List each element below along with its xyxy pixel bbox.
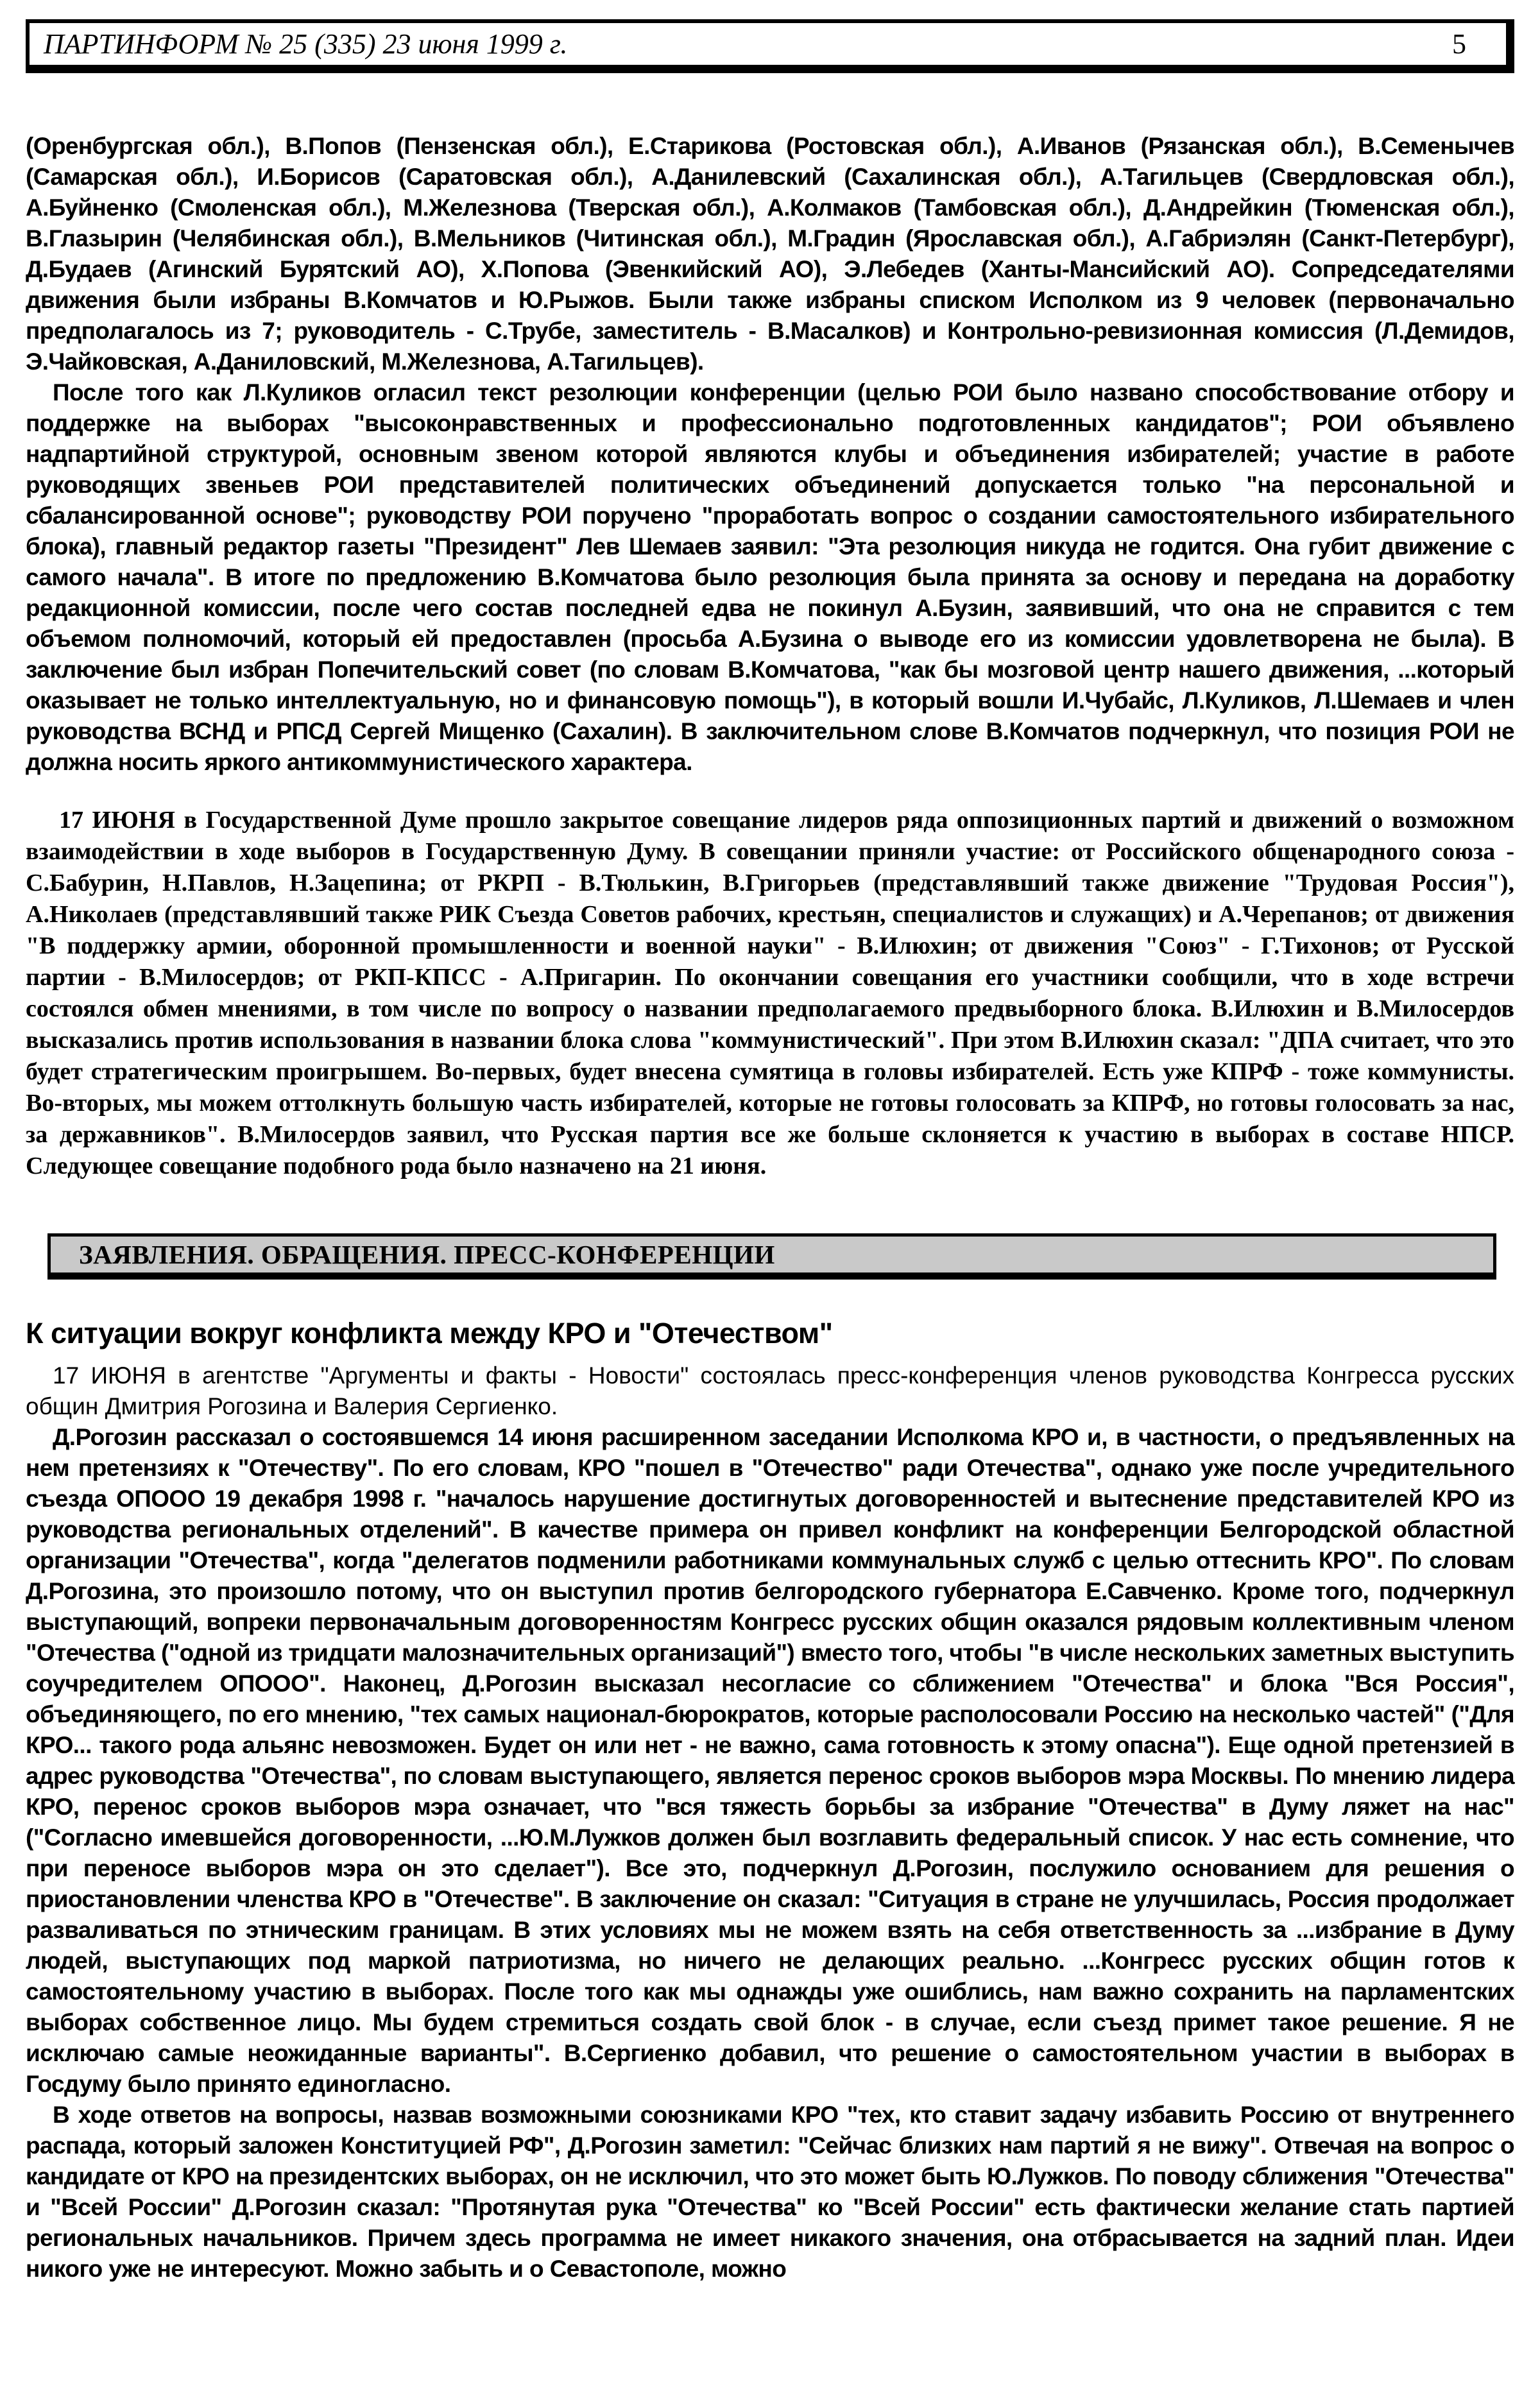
paragraph-roi-resolution: После того как Л.Куликов огласил текст резолюции конференции (целью РОИ было названо способствование отбору и поддержке на выборах "высоконравственных и профессионально подготовленных кандидатов"; РОИ объявлено надпартийной структурой, основным звеном которой являются клубы и объединения избирателей; участие в работе руководящих звеньев РОИ представителей политических объединений допускается только "на персональной и сбалансированной основе"; руководству РОИ поручено "проработать вопрос о создании самостоятельного избирательного блока), главный редактор газеты "Президент" Лев Шемаев заявил: "Эта резолюция никуда не годится. Она губит движение с самого начала". В итоге по предложению В.Комчатова было резолюция была принята за основу и передана на доработку редакционной комиссии, после чего состав последней едва не покинул А.Бузин, заявивший, что она не справится с тем объемом полномочий, который ей предоставлен (просьба А.Бузина о выводе его из комиссии удовлетворена не была). В заключение был избран Попечительский совет (по словам В.Комчатова, "как бы мозговой центр нашего движения, ...который оказывает не только интеллектуальную, но и финансовую помощь"), в который вошли И.Чубайс, Л.Куликов, Л.Шемаев и член руководства ВСНД и РПСД Сергей Мищенко (Сахалин). В заключительном слове В.Комчатов подчеркнул, что позиция РОИ не должна носить яркого антикоммунистического характера. [26,379,1514,775]
article-lead: 17 ИЮНЯ в агентстве "Аргументы и факты - Новости" состоялась пресс-конференция членов руководства Конгресса русских общин Дмитрия Рогозина и Валерия Сергиенко. [26,1362,1514,1419]
section-header-label: ЗАЯВЛЕНИЯ. ОБРАЩЕНИЯ. ПРЕСС-КОНФЕРЕНЦИИ [79,1240,775,1269]
article-title: К ситуации вокруг конфликта между КРО и "Отечеством" [26,1317,833,1350]
newsletter-title: ПАРТИНФОРМ № 25 (335) 23 июня 1999 г. [44,28,568,60]
masthead [26,19,1514,73]
section-header [47,1233,1496,1280]
paragraph-duma-meeting: 17 ИЮНЯ в Государственной Думе прошло закрытое совещание лидеров ряда оппозиционных партий и движений о возможном взаимодействии в ходе выборов в Государственную Думу. В совещании приняли участие: от Российского общенародного союза - С.Бабурин, Н.Павлов, Н.Зацепина; от РКРП - В.Тюлькин, В.Григорьев (представлявший также движение "Трудовая Россия"), А.Николаев (представлявший также РИК Съезда Советов рабочих, крестьян, специалистов и служащих) и А.Черепанов; от движения "В поддержку армии, оборонной промышленности и военной науки" - В.Илюхин; от движения "Союз" - Г.Тихонов; от Русской партии - В.Милосердов; от РКП-КПСС - А.Пригарин. По окончании совещания его участники сообщили, что в ходе встречи состоялся обмен мнениями, в том числе по вопросу о названии предполагаемого предвыборного блока. В.Илюхин и В.Милосердов высказались против использования в названии блока слова "коммунистический". При этом В.Илюхин сказал: "ДПА считает, что это будет стратегическим проигрышем. Во-первых, будет внесена сумятица в головы избирателей. Есть уже КПРФ - тоже коммунисты. Во-вторых, мы можем оттолкнуть большую часть избирателей, которые не готовы голосовать за КПРФ, но готовы голосовать за нас, за державников". В.Милосердов заявил, что Русская партия все же больше склоняется к участию в выборах в составе НПСР. Следующее совещание подобного рода было назначено на 21 июня. [26,807,1514,1179]
page-content [26,131,1514,2284]
paragraph-rogozin-statement: Д.Рогозин рассказал о состоявшемся 14 июня расширенном заседании Исполкома КРО и, в частности, о предъявленных на нем претензиях к "Отечеству". По его словам, КРО "пошел в "Отечество" ради Отечества", однако уже после учредительного съезда ОПООО 19 декабря 1998 г. "началось нарушение достигнутых договоренностей и вытеснение представителей КРО из руководства региональных отделений". В качестве примера он привел конфликт на конференции Белгородской областной организации "Отечества", когда "делегатов подменили работниками коммунальных служб с целью оттеснить КРО". По словам Д.Рогозина, это произошло потому, что он выступил против белгородского губернатора Е.Савченко. Кроме того, подчеркнул выступающий, вопреки первоначальным договоренностям Конгресс русских общин оказался рядовым коллективным членом "Отечества ("одной из тридцати малозначительных организаций") вместо того, чтобы "в числе нескольких заметных выступить соучредителем ОПООО". Наконец, Д.Рогозин высказал несогласие со сближением "Отечества" и блока "Вся Россия", объединяющего, по его мнению, "тех самых национал-бюрократов, которые располосовали Россию на несколько частей" ("Для КРО... такого рода альянс невозможен. Будет он или нет - не важно, сама готовность к этому опасна"). Еще одной претензией в адрес руководства "Отечества", по словам выступающего, является перенос сроков выборов мэра Москвы. По мнению лидера КРО, перенос сроков выборов мэра означает, что "вся тяжесть борьбы за избрание "Отечества" в Думу ляжет на нас" ("Согласно имевшейся договоренности, ...Ю.М.Лужков должен был возглавить федеральный список. У нас есть сомнение, что при переносе выборов мэра он это сделает"). Все это, подчеркнул Д.Рогозин, послужило основанием для решения о приостановлении членства КРО в "Отечестве". В заключение он сказал: "Ситуация в стране не улучшилась, Россия продолжает разваливаться по этническим границам. В этих условиях мы не можем взять на себя ответственность за ...избрание в Думу людей, выступающих под маркой патриотизма, но ничего не делающих реально. ...Конгресс русских общин готов к самостоятельному участию в выборах. После того как мы однажды уже ошиблись, нам важно сохранить на парламентских выборах собственное лицо. Мы будем стремиться создать свой блок - в случае, если съезд примет такое решение. Я не исключаю самые неожиданные варианты". В.Сергиенко добавил, что решение о самостоятельном участии в выборах в Госдуму было принято единогласно. [26,1424,1514,2097]
paragraph-regional-delegates: (Оренбургская обл.), В.Попов (Пензенская обл.), Е.Старикова (Ростовская обл.), А.Иванов (Рязанская обл.), В.Семенычев (Самарская обл.), И.Борисов (Саратовская обл.), А.Данилевский (Сахалинская обл.), А.Тагильцев (Свердловская обл.), А.Буйненко (Смоленская обл.), М.Железнова (Тверская обл.), А.Колмаков (Тамбовская обл.), Д.Андрейкин (Тюменская обл.), В.Глазырин (Челябинская обл.), В.Мельников (Читинская обл.), М.Градин (Ярославская обл.), А.Габриэлян (Санкт-Петербург), Д.Будаев (Агинский Бурятский АО), Х.Попова (Эвенкийский АО), Э.Лебедев (Ханты-Мансийский АО). Сопредседателями движения были избраны В.Комчатов и Ю.Рыжов. Были также избраны списком Исполком из 9 человек (первоначально предполагалось из 7; руководитель - С.Трубе, заместитель - В.Масалков) и Контрольно-ревизионная комиссия (Л.Демидов, Э.Чайковская, А.Даниловский, М.Железнова, А.Тагильцев). [26,133,1514,375]
page-number: 5 [1452,28,1466,60]
paragraph-question-answers: В ходе ответов на вопросы, назвав возможными союзниками КРО "тех, кто ставит задачу избавить Россию от внутреннего распада, который заложен Конституцией РФ", Д.Рогозин заметил: "Сейчас близких нам партий я не вижу". Отвечая на вопрос о кандидате от КРО на президентских выборах, он не исключил, что это может быть Ю.Лужков. По поводу сближения "Отечества" и "Всей России" Д.Рогозин сказал: "Протянутая рука "Отечества" ко "Всей России" есть фактически желание стать партией региональных начальников. Причем здесь программа не имеет никакого значения, она отбрасывается на задний план. Идеи никого уже не интересуют. Можно забыть и о Севастополе, можно [26,2102,1514,2282]
